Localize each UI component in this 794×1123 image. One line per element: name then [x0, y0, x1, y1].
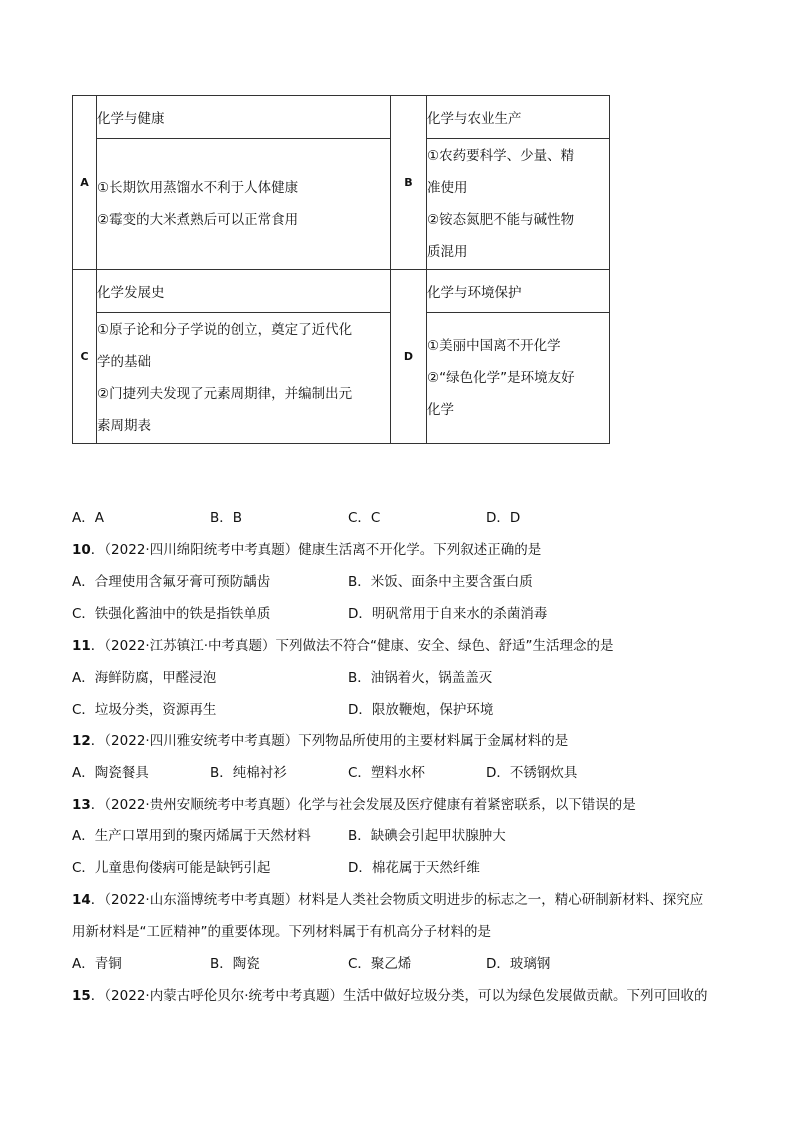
question-text: ．（2022·内蒙古呼伦贝尔·统考中考真题）生活中做好垃圾分类，可以为绿色发展做贡献。下列可回收的: [90, 988, 708, 1004]
question-number: 13: [72, 797, 91, 813]
q13-option-c: C．儿童患佝偻病可能是缺钙引起: [72, 860, 271, 876]
cell-c-title: 化学发展史: [97, 270, 391, 313]
cell-b-item: 准使用: [427, 180, 468, 196]
q14-option-a: A．青铜: [72, 956, 122, 972]
cell-b-item: ②铵态氮肥不能与碱性物: [427, 212, 575, 228]
q11-option-b: B．油锅着火，锅盖盖灭: [348, 670, 493, 686]
q14-option-d: D．玻璃钢: [486, 956, 551, 972]
cell-b-item: 质混用: [427, 244, 468, 260]
cell-a-item: ②霉变的大米煮熟后可以正常食用: [97, 212, 299, 228]
cell-a-content: [97, 139, 391, 270]
q11-option-c: C．垃圾分类，资源再生: [72, 702, 217, 718]
q13-option-b: B．缺碘会引起甲状腺肿大: [348, 828, 506, 844]
option-letter-d: D: [391, 270, 427, 444]
q13-option-a: A．生产口罩用到的聚丙烯属于天然材料: [72, 828, 311, 844]
cell-c-item: 学的基础: [97, 354, 151, 370]
question-text: ．（2022·江苏镇江·中考真题）下列做法不符合“健康、安全、绿色、舒适”生活理念的是: [90, 638, 614, 654]
cell-c-item: ②门捷列夫发现了元素周期律，并编制出元: [97, 386, 353, 402]
option-letter-c: C: [73, 270, 97, 444]
question-12: [72, 731, 568, 751]
q10-option-a: A．合理使用含氟牙膏可预防龋齿: [72, 574, 271, 590]
question-13: [72, 795, 636, 815]
q11-option-a: A．海鲜防腐，甲醛浸泡: [72, 670, 217, 686]
cell-b-content: [427, 139, 610, 270]
cell-a-item: ①长期饮用蒸馏水不利于人体健康: [97, 180, 299, 196]
options-table: [72, 95, 610, 444]
q10-option-d: D．明矾常用于自来水的杀菌消毒: [348, 606, 548, 622]
question-text: ．（2022·山东淄博统考中考真题）材料是人类社会物质文明进步的标志之一，精心研制新材料、探究应: [90, 892, 704, 908]
question-15: [72, 986, 708, 1006]
q10-option-c: C．铁强化酱油中的铁是指铁单质: [72, 606, 271, 622]
question-number: 10: [72, 542, 91, 558]
cell-d-title: 化学与环境保护: [427, 270, 610, 313]
question-number: 14: [72, 892, 91, 908]
cell-b-title: 化学与农业生产: [427, 96, 610, 139]
cell-d-item: ①美丽中国离不开化学: [427, 338, 561, 354]
question-11: [72, 636, 613, 656]
question-text: ．（2022·四川绵阳统考中考真题）健康生活离不开化学。下列叙述正确的是: [90, 542, 542, 558]
q12-option-d: D．不锈钢炊具: [486, 765, 578, 781]
q9-option-b: B．B: [210, 510, 243, 526]
question-14: [72, 890, 703, 910]
question-number: 11: [72, 638, 91, 654]
q9-option-d: D．D: [486, 510, 521, 526]
q12-option-a: A．陶瓷餐具: [72, 765, 149, 781]
q9-option-c: C．C: [348, 510, 381, 526]
question-text: ．（2022·四川雅安统考中考真题）下列物品所使用的主要材料属于金属材料的是: [90, 733, 569, 749]
option-letter-a: A: [73, 96, 97, 270]
question-14-continued: 用新材料是“工匠精神”的重要体现。下列材料属于有机高分子材料的是: [72, 924, 491, 940]
cell-a-title: 化学与健康: [97, 96, 391, 139]
question-number: 15: [72, 988, 91, 1004]
q9-option-a: A．A: [72, 510, 104, 526]
q12-option-b: B．纯棉衬衫: [210, 765, 287, 781]
q13-option-d: D．棉花属于天然纤维: [348, 860, 480, 876]
cell-d-item: ②“绿色化学”是环境友好: [427, 370, 575, 386]
cell-d-content: [427, 313, 610, 444]
cell-b-item: ①农药要科学、少量、精: [427, 148, 575, 164]
option-letter-b: B: [391, 96, 427, 270]
cell-c-item: ①原子论和分子学说的创立，奠定了近代化: [97, 322, 353, 338]
cell-c-item: 素周期表: [97, 418, 151, 434]
question-10: [72, 540, 541, 560]
q10-option-b: B．米饭、面条中主要含蛋白质: [348, 574, 533, 590]
cell-d-item: 化学: [427, 402, 454, 418]
q11-option-d: D．限放鞭炮，保护环境: [348, 702, 494, 718]
question-text: ．（2022·贵州安顺统考中考真题）化学与社会发展及医疗健康有着紧密联系，以下错误的是: [90, 797, 636, 813]
q14-option-b: B．陶瓷: [210, 956, 260, 972]
cell-c-content: [97, 313, 391, 444]
question-number: 12: [72, 733, 91, 749]
q12-option-c: C．塑料水杯: [348, 765, 425, 781]
q14-option-c: C．聚乙烯: [348, 956, 412, 972]
